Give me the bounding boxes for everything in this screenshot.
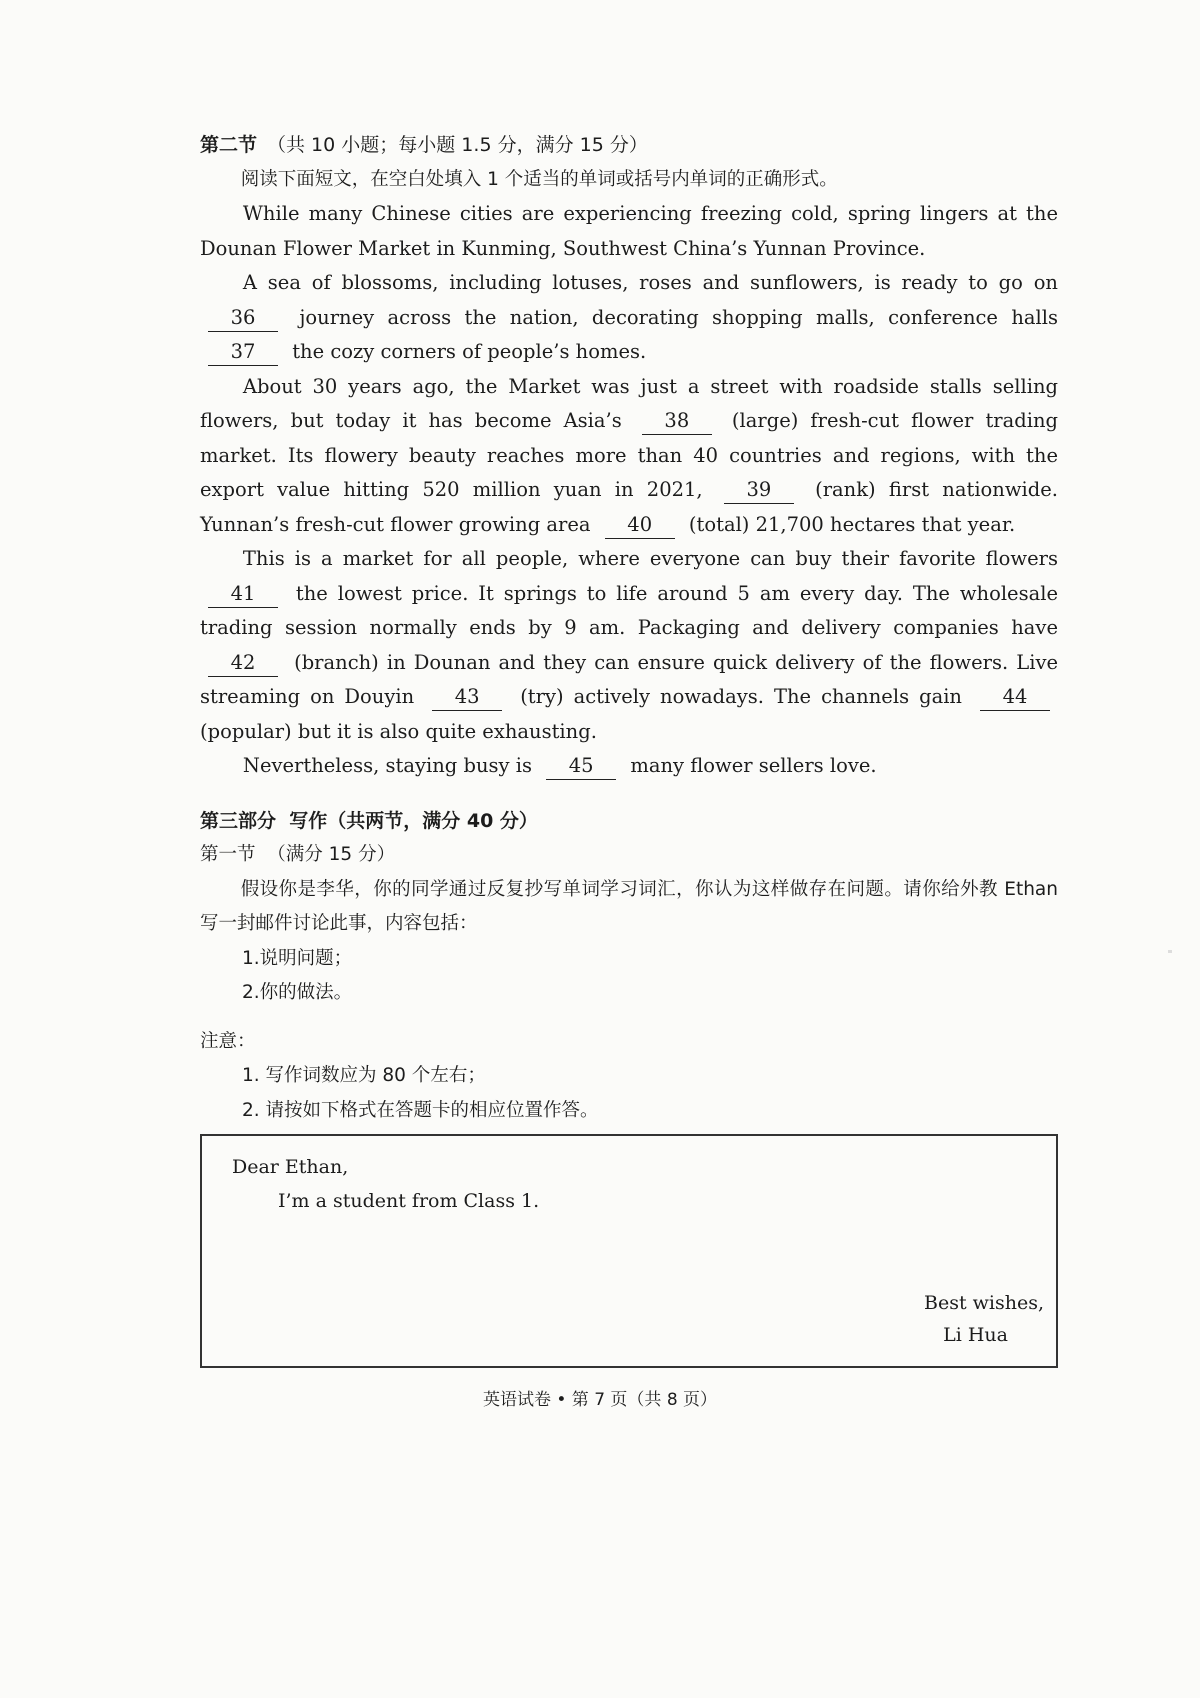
prompt-item-2: 2.你的做法。 xyxy=(242,982,353,1003)
letter-closing: Best wishes, xyxy=(924,1292,1044,1314)
passage-paragraph-3 xyxy=(200,370,1058,543)
passage-text: the lowest price. It springs to life around 5 am every day. The wholesale trading session normally ends by 9 am. Packaging and delivery companies have xyxy=(200,581,1059,639)
passage-paragraph-4 xyxy=(200,542,1058,749)
part3-sec1-title: 第一节 xyxy=(200,844,256,865)
passage-text: (rank) first nationwide. Yunnan’s fresh-cut flower growing area xyxy=(200,478,1059,536)
part3-title-b: 写作（共两节，满分 40 分） xyxy=(289,809,538,832)
letter-template-box xyxy=(200,1134,1058,1368)
passage-paragraph-1: While many Chinese cities are experiencing freezing cold, spring lingers at the Dounan Flower Market in Kunming, Southwest China’s Yunnan Province. xyxy=(200,202,1058,260)
note-label: 注意： xyxy=(200,1030,256,1052)
page-content xyxy=(200,128,1058,1368)
part3-title: 第三部分 xyxy=(200,809,277,832)
writing-prompt: 假设你是李华，你的同学通过反复抄写单词学习词汇，你认为这样做存在问题。请你给外教 Ethan 写一封邮件讨论此事，内容包括： xyxy=(200,878,1058,934)
scan-speck xyxy=(1168,950,1172,953)
blank-41: 41 xyxy=(208,581,278,608)
letter-greeting: Dear Ethan, xyxy=(232,1156,349,1178)
passage-text: Nevertheless, staying busy is xyxy=(242,754,532,777)
passage-text: This is a market for all people, where everyone can buy their favorite flowers xyxy=(242,547,1058,570)
passage-text: many flower sellers love. xyxy=(630,754,877,777)
prompt-item-1: 1.说明问题； xyxy=(242,947,353,969)
blank-38: 38 xyxy=(642,408,712,435)
blank-43: 43 xyxy=(432,684,502,711)
section2-heading xyxy=(200,128,1058,163)
blank-36: 36 xyxy=(208,305,278,332)
passage-text: (large) fresh-cut flower trading market. Its flowery beauty reaches more than 40 countries and regions, with the export value hitting 520 million yuan in 2021, xyxy=(200,409,1058,501)
passage-text: About 30 years ago, the Market was just a street with roadside stalls selling flowers, but today it has become Asia’s xyxy=(200,374,1058,432)
section2-meta: （共 10 小题；每小题 1.5 分，满分 15 分） xyxy=(267,134,648,156)
passage-text: (branch) in Dounan and they can ensure quick delivery of the flowers. Live streaming on Douyin xyxy=(200,650,1058,708)
page-footer: 英语试卷 • 第 7 页（共 8 页） xyxy=(482,1390,718,1410)
passage-paragraph-5 xyxy=(200,749,1058,784)
passage-paragraph-2 xyxy=(200,266,1058,370)
section2-instruction: 阅读下面短文，在空白处填入 1 个适当的单词或括号内单词的正确形式。 xyxy=(240,168,838,190)
blank-39: 39 xyxy=(724,477,794,504)
blank-42: 42 xyxy=(208,650,278,677)
blank-40: 40 xyxy=(605,512,675,539)
blank-45: 45 xyxy=(546,753,616,780)
passage-text: (total) 21,700 hectares that year. xyxy=(688,512,1016,536)
note-item-2: 2. 请按如下格式在答题卡的相应位置作答。 xyxy=(242,1099,599,1121)
part3-heading xyxy=(200,804,1058,839)
passage-text: (popular) but it is also quite exhausting. xyxy=(200,719,597,743)
part3-sec1-meta: （满分 15 分） xyxy=(267,844,396,865)
note-item-1: 1. 写作词数应为 80 个左右； xyxy=(242,1065,486,1086)
passage-text: the cozy corners of people’s homes. xyxy=(292,340,647,363)
letter-opening: I’m a student from Class 1. xyxy=(278,1190,540,1212)
part3-sec1 xyxy=(200,838,1058,873)
blank-37: 37 xyxy=(208,339,278,366)
passage-text: A sea of blossoms, including lotuses, roses and sunflowers, is ready to go on xyxy=(242,271,1058,294)
blank-44: 44 xyxy=(980,684,1050,711)
section2-title: 第二节 xyxy=(200,134,258,156)
letter-signature: Li Hua xyxy=(943,1324,1008,1346)
passage-text: journey across the nation, decorating shopping malls, conference halls xyxy=(299,305,1059,329)
passage-text: (try) actively nowadays. The channels gain xyxy=(520,685,962,708)
